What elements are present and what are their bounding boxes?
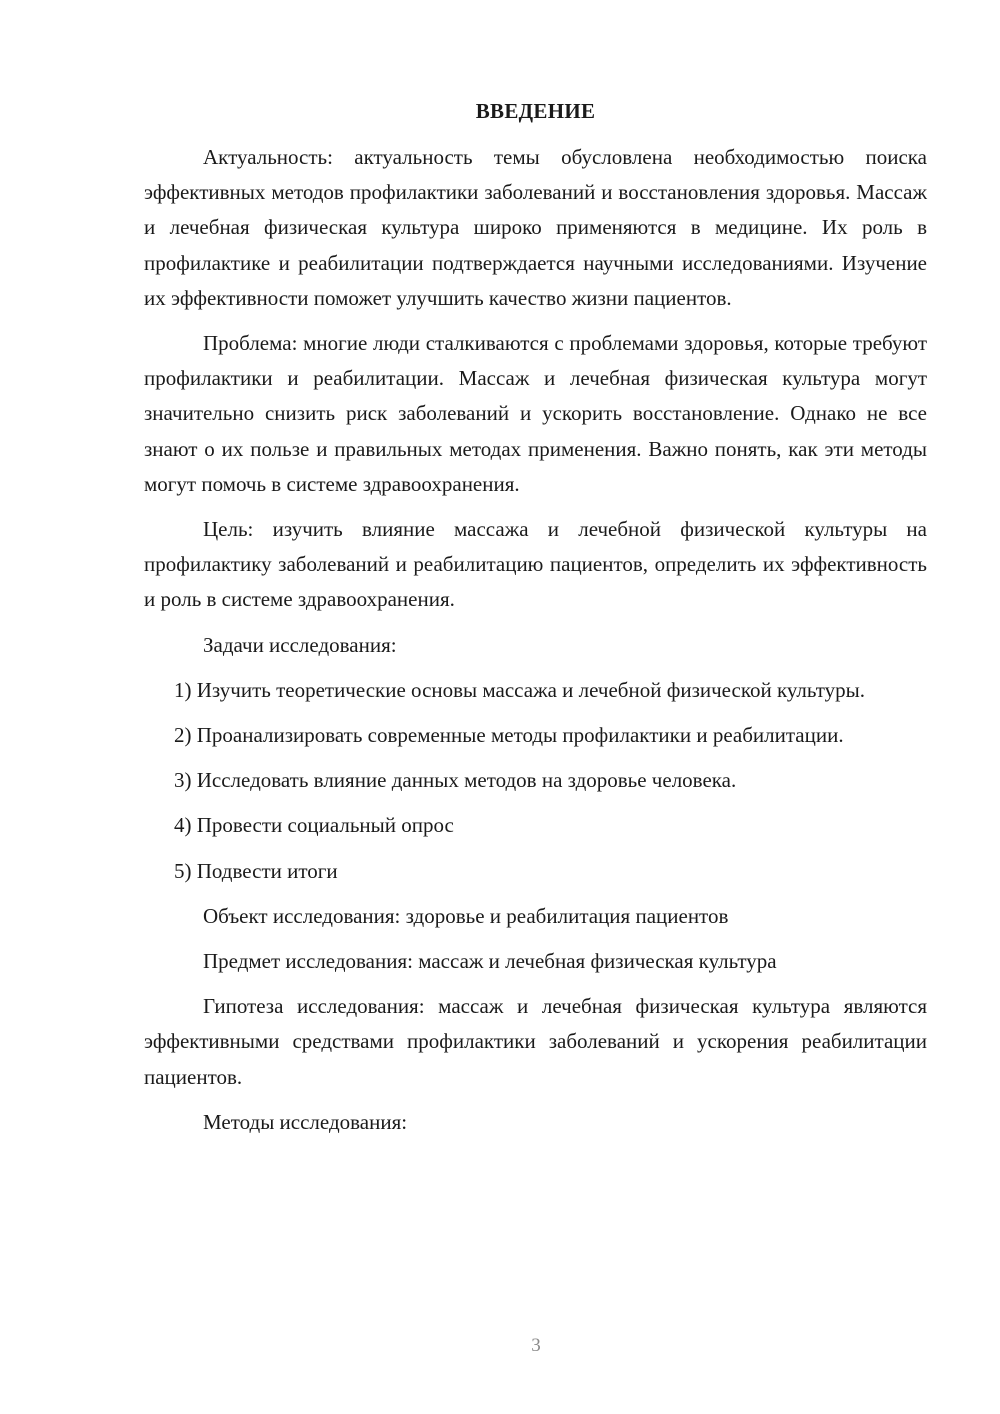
problem-paragraph: Проблема: многие люди сталкиваются с проблемами здоровья, которые требуют профилактики и реабилитации. Массаж и лечебная физическая культура могут значительно снизить риск заболеваний и ускорить восстановление. Однако не все знают о их пользе и правильных методах применения. Важно понять, как эти методы могут помочь в системе здравоохранения. — [144, 331, 927, 496]
task-item-2: 2) Проанализировать современные методы профилактики и реабилитации. — [174, 723, 844, 748]
task-item-3: 3) Исследовать влияние данных методов на здоровье человека. — [174, 768, 737, 793]
task-item-4: 4) Провести социальный опрос — [174, 813, 454, 838]
relevance-paragraph: Актуальность: актуальность темы обусловлена необходимостью поиска эффективных методов профилактики заболеваний и восстановления здоровья. Массаж и лечебная физическая культура широко применяются в медицине. Их роль в профилактике и реабилитации подтверждается научными исследованиями. Изучение их эффективности поможет улучшить качество жизни пациентов. — [144, 145, 927, 310]
goal-paragraph: Цель: изучить влияние массажа и лечебной физической культуры на профилактику заболеваний и реабилитацию пациентов, определить их эффективность и роль в системе здравоохранения. — [144, 517, 927, 612]
subject-paragraph: Предмет исследования: массаж и лечебная физическая культура — [203, 949, 777, 974]
tasks-heading: Задачи исследования: — [203, 632, 397, 657]
document-page — [144, 96, 927, 1150]
methods-heading: Методы исследования: — [203, 1109, 408, 1134]
task-item-1: 1) Изучить теоретические основы массажа и лечебной физической культуры. — [174, 677, 865, 702]
task-item-5: 5) Подвести итоги — [174, 858, 338, 883]
page-number: 3 — [531, 1335, 541, 1356]
hypothesis-paragraph: Гипотеза исследования: массаж и лечебная физическая культура являются эффективными средствами профилактики заболеваний и ускорения реабилитации пациентов. — [144, 994, 927, 1089]
section-title: ВВЕДЕНИЕ — [475, 99, 596, 123]
object-paragraph: Объект исследования: здоровье и реабилитация пациентов — [203, 903, 729, 928]
